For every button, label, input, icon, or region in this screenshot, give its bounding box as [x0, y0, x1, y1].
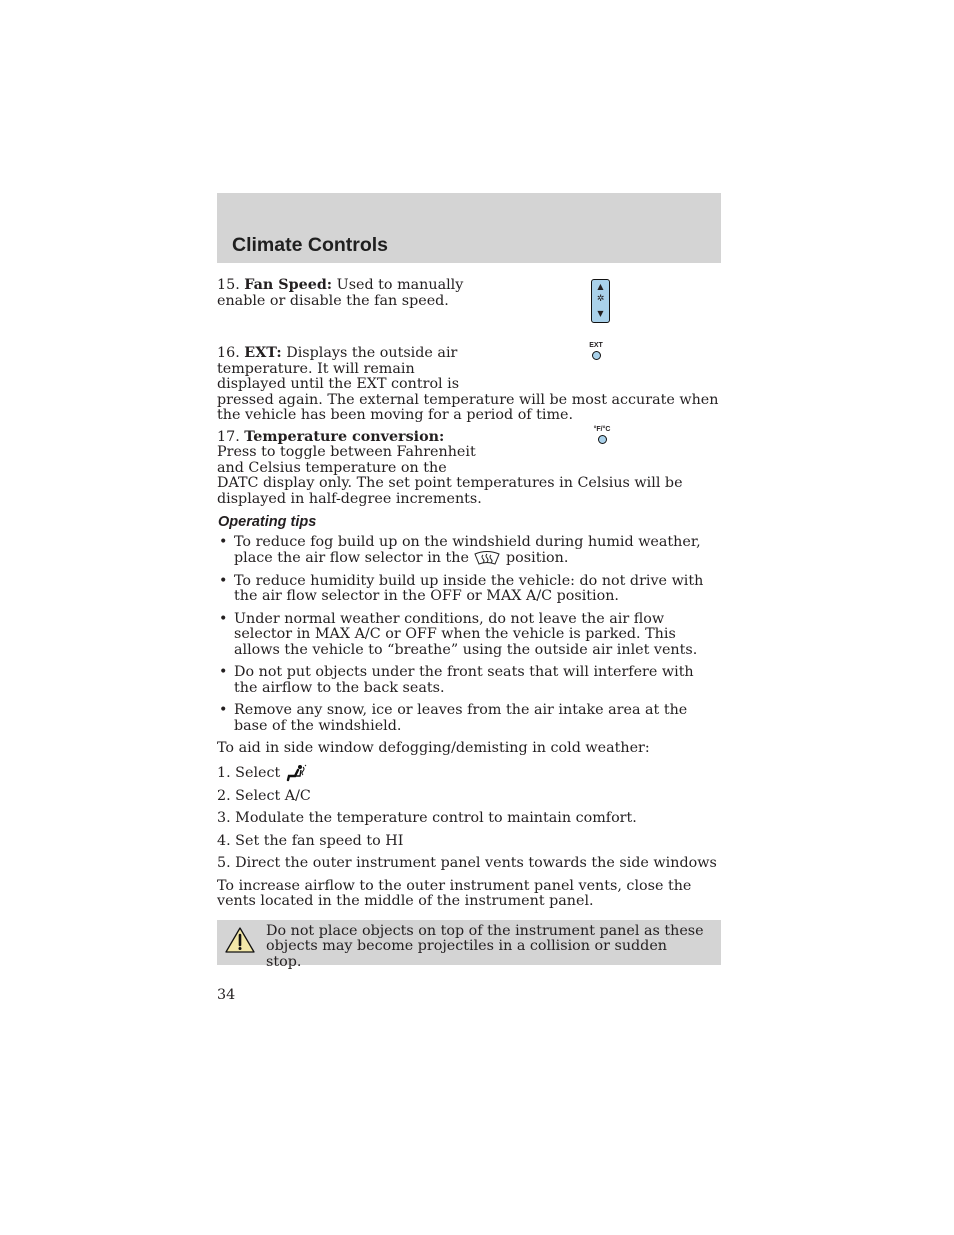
- item-term: Temperature conversion:: [244, 428, 445, 445]
- step-item: 1. Select: [217, 764, 721, 782]
- manual-page: [217, 193, 721, 1003]
- item-text: pressed again. The external temperature will be most accurate when the vehicle has been moving for a period of time.: [217, 391, 719, 423]
- list-item: • To reduce humidity build up inside the vehicle: do not drive with the air flow selector in the OFF or MAX A/C position.: [219, 572, 704, 604]
- defog-steps: [217, 764, 721, 872]
- item-number: 17.: [217, 428, 240, 445]
- step-item: 3. Modulate the temperature control to maintain comfort.: [217, 810, 637, 826]
- item-text: DATC display only. The set point temperatures in Celsius will be displayed in half-degree increments.: [217, 475, 683, 507]
- windshield-defrost-icon: [473, 550, 501, 566]
- item-ext: [217, 342, 721, 424]
- defog-intro: To aid in side window defogging/demisting in cold weather:: [217, 740, 650, 756]
- list-item: • Remove any snow, ice or leaves from the air intake area at the base of the windshield.: [219, 702, 688, 734]
- temperature-conversion-icon: [591, 426, 613, 444]
- item-text: temperature. It will remain: [217, 360, 415, 377]
- item-text: Press to toggle between Fahrenheit: [217, 444, 476, 460]
- section-header: [217, 193, 721, 263]
- step-item: 2. Select A/C: [217, 787, 311, 804]
- ext-icon-label: EXT: [589, 342, 603, 349]
- item-text: displayed until the EXT control is: [217, 376, 460, 392]
- item-text: and Celsius temperature on the: [217, 459, 447, 476]
- step-item: 5. Direct the outer instrument panel vents towards the side windows: [217, 855, 717, 871]
- item-term: Fan Speed:: [244, 277, 333, 293]
- item-number: 15.: [217, 277, 240, 293]
- item-term: EXT:: [244, 345, 282, 361]
- warning-triangle-icon: [224, 926, 256, 954]
- temp-icon-label: °F/°C: [593, 425, 611, 433]
- item-number: 16.: [217, 345, 240, 361]
- item-temperature-conversion: [217, 425, 721, 508]
- tips-list: [217, 535, 721, 735]
- ext-button-icon: [586, 342, 606, 360]
- step-item: 4. Set the fan speed to HI: [217, 832, 404, 849]
- item-text: enable or disable the fan speed.: [217, 292, 449, 309]
- list-item: • To reduce fog build up on the windshield during humid weather, place the air flow selector in the position.: [219, 533, 701, 566]
- fan-speed-control-icon: ▲ ✲ ▼: [591, 279, 610, 323]
- floor-defrost-icon: [285, 764, 307, 782]
- page-body: [217, 278, 721, 1003]
- item-fan-speed: [217, 278, 721, 340]
- page-number: 34: [217, 986, 236, 1003]
- warning-box: [217, 920, 721, 970]
- item-text: Used to manually: [336, 277, 464, 293]
- item-text: Displays the outside air: [286, 345, 458, 361]
- subheading-operating-tips: Operating tips: [218, 514, 317, 530]
- section-title: Climate Controls: [232, 234, 389, 256]
- list-item: • Under normal weather conditions, do not leave the air flow selector in MAX A/C or OFF when the vehicle is parked. This allows the vehicle to “breathe” using the outside air inlet vents.: [219, 610, 698, 658]
- defog-outro: To increase airflow to the outer instrument panel vents, close the vents located in the middle of the instrument panel.: [217, 877, 692, 909]
- warning-text: Do not place objects on top of the instrument panel as these objects may become projectiles in a collision or sudden stop.: [266, 922, 704, 970]
- list-item: • Do not put objects under the front seats that will interfere with the airflow to the back seats.: [219, 664, 694, 696]
